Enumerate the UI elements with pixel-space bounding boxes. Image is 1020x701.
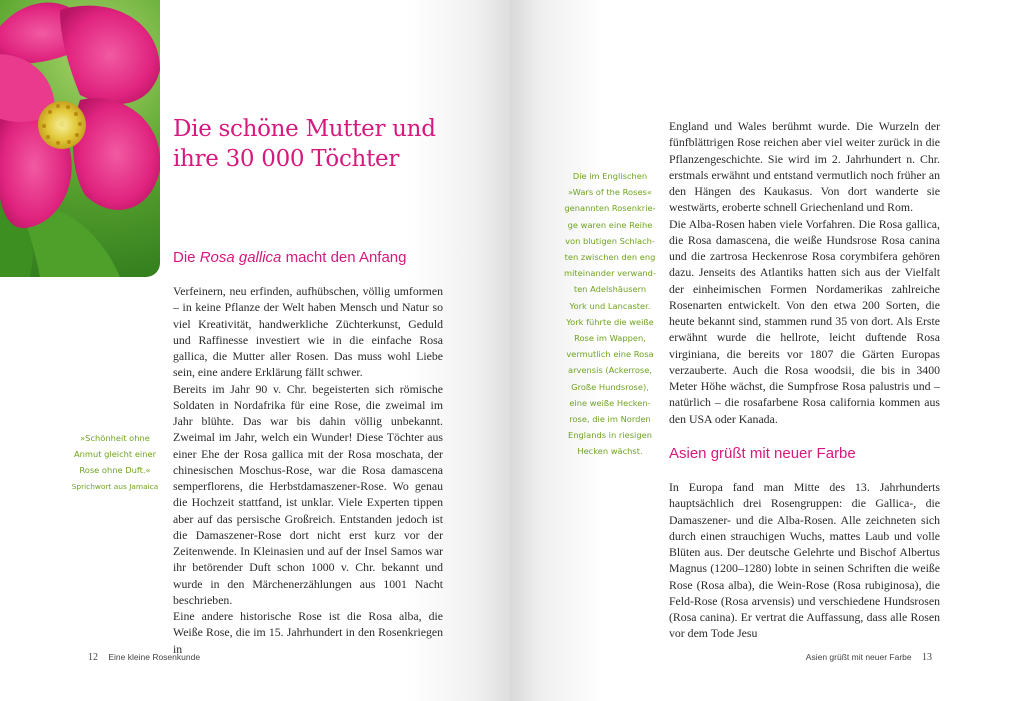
section-heading-rest: macht den Anfang (281, 249, 407, 266)
margin-quote-line: Anmut gleicht einer (73, 449, 157, 460)
paragraph: In Europa fand man Mitte des 13. Jahrhunderts hauptsächlich drei Rosengruppen: die Gallica-, die Damaszener- und die Alba-Rosen. Alle zeichneten sich durch einen strauchigen Wuchs, mattes Laub und volle Blüten aus. Der deutsche Gelehrte und Bischof Albertus Magnus (1200–1280) lobte in seinen Schriften die weiße Rose (Rosa alba), die Wein-Rose (Rosa rubiginosa), die Feld-Rose (Rosa arvensis) und verschiedene Hundsrosen (Rosa canina). Er vertrat die Auffassung, dass alle Rosen vor dem Tode Jesu (669, 480, 940, 641)
right-body-text-bottom (669, 479, 940, 642)
margin-quote (64, 430, 166, 495)
margin-note-line: von blutigen Schlach- (565, 235, 655, 246)
chapter-title-line-2: ihre 30 000 Töchter (173, 146, 400, 172)
margin-note-wars-of-roses (560, 168, 660, 460)
paragraph: England und Wales berühmt wurde. Die Wurzeln der fünfblättrigen Rose reichen aber viel weiter zurück in die Pflanzengeschichte. Sie wird im 2. Jahrhundert n. Chr. erstmals erwähnt und entstand vermutlich noch früher an den Hängen des Kaukasus. Von dort wanderte sie westwärts, eroberte schnell Griechenland und Rom. (669, 119, 940, 215)
margin-note-line: genannten Rosenkrie- (564, 203, 656, 214)
running-title: Asien grüßt mit neuer Farbe (805, 652, 912, 662)
chapter-title-line-1: Die schöne Mutter und (173, 116, 436, 142)
margin-note-line: Große Hundsrose), (571, 381, 649, 392)
margin-note-line: miteinander verwand- (564, 268, 656, 279)
margin-quote-line: Rose ohne Duft.« (79, 465, 151, 476)
right-body-text-top (669, 118, 940, 427)
margin-note-line: ge waren eine Reihe (567, 219, 653, 230)
margin-note-line: eine weiße Hecken- (569, 397, 651, 408)
page-number: 13 (922, 652, 932, 663)
left-body-text (173, 283, 443, 657)
section-heading-prefix: Die (173, 249, 200, 266)
margin-note-line: rose, die im Norden (569, 414, 651, 425)
margin-note-line: Die im Englischen (572, 171, 648, 181)
paragraph: Eine andere historische Rose ist die Rosa alba, die Weiße Rose, die im 15. Jahrhundert in den Rosenkriegen in (173, 609, 443, 656)
margin-note-line: Englands in riesigen (568, 430, 652, 441)
margin-quote-line: »Schönheit ohne (80, 433, 150, 443)
page-number: 12 (88, 652, 98, 663)
section-heading-asien: Asien grüßt mit neuer Farbe (669, 445, 856, 462)
right-footer (806, 652, 940, 663)
margin-note-line: York führte die weiße (566, 316, 654, 327)
margin-note-line: ten Adelshäusern (573, 284, 647, 295)
section-heading-italic: Rosa gallica (199, 249, 282, 266)
margin-note-line: York und Lancaster. (569, 300, 651, 311)
margin-note-line: Rose im Wappen, (574, 333, 646, 344)
margin-note-line: Hecken wächst. (577, 446, 643, 457)
margin-note-line: vermutlich eine Rosa (566, 349, 654, 360)
right-page (510, 0, 1020, 701)
margin-note-line: ten zwischen den eng (564, 252, 656, 263)
left-footer (80, 652, 200, 663)
margin-note-line: »Wars of the Roses« (568, 187, 652, 198)
rose-illustration (0, 0, 160, 277)
paragraph: Verfeinern, neu erfinden, aufhübschen, völlig umformen – in keine Pflanze der Welt haben Mensch und Natur so viel Kreativität, handwerkliche Züchterkunst, Geduld und Raffinesse investiert wie in die einfache Rosa gallica, die Mutter aller Rosen. Das muss wohl Liebe sein, eine andere Erklärung fällt schwer. (173, 284, 443, 380)
paragraph: Die Alba-Rosen haben viele Vorfahren. Die Rosa gallica, die Rosa damascena, die weiße Hundsrose Rosa canina und die zartrosa Heckenrose Rosa corymbifera gehören dazu. Jenseits des Atlantiks hatten sich aus der Vielfalt der einheimischen Formen Nordamerikas zahlreiche Rosenarten entwickelt. Von den etwa 200 Sorten, die heute bekannt sind, stammen rund 35 von dort. Als Erste erwähnt wurde die hellrote, leicht duftende Rosa virginiana, die bereits vor 1807 die Gärten Europas verzauberte. Auch die Rosa woodsii, die bis in 3400 Meter Höhe wächst, die Sumpfrose Rosa palustris und – natürlich – die rosafarbene Rosa california kommen aus den USA oder Kanada. (669, 216, 940, 426)
section-heading-rosa-gallica (173, 249, 407, 266)
rose-photo (0, 0, 160, 277)
margin-note-line: arvensis (Ackerrose, (568, 365, 652, 376)
margin-quote-source: Sprichwort aus Jamaica (71, 481, 159, 491)
chapter-title (173, 114, 436, 174)
running-title: Eine kleine Rosenkunde (108, 652, 201, 662)
paragraph: Bereits im Jahr 90 v. Chr. begeisterten sich römische Soldaten in Nordafrika für eine Rose, die zweimal im Jahr blühte. Das war bis dahin völlig unbekannt. Zweimal im Jahr, welch ein Wunder! Diese Töchter aus einer Ehe der Rosa gallica mit der Rosa moschata, der chinesischen Moschus-Rose, war die Rosa damascena semperflorens, die Herbstdamaszener-Rose. Wo genau die Hochzeit stattfand, ist unklar. Viele Experten tippen aber auf das persische Großreich. Entstanden jedoch ist die Damaszener-Rose dort nicht erst kurz vor der Zeitenwende. In Kleinasien und auf der Insel Samos war ihr betörender Duft schon 1000 v. Chr. bekannt und wurde in den Märchenerzählungen aus 1001 Nacht beschrieben. (173, 381, 443, 607)
